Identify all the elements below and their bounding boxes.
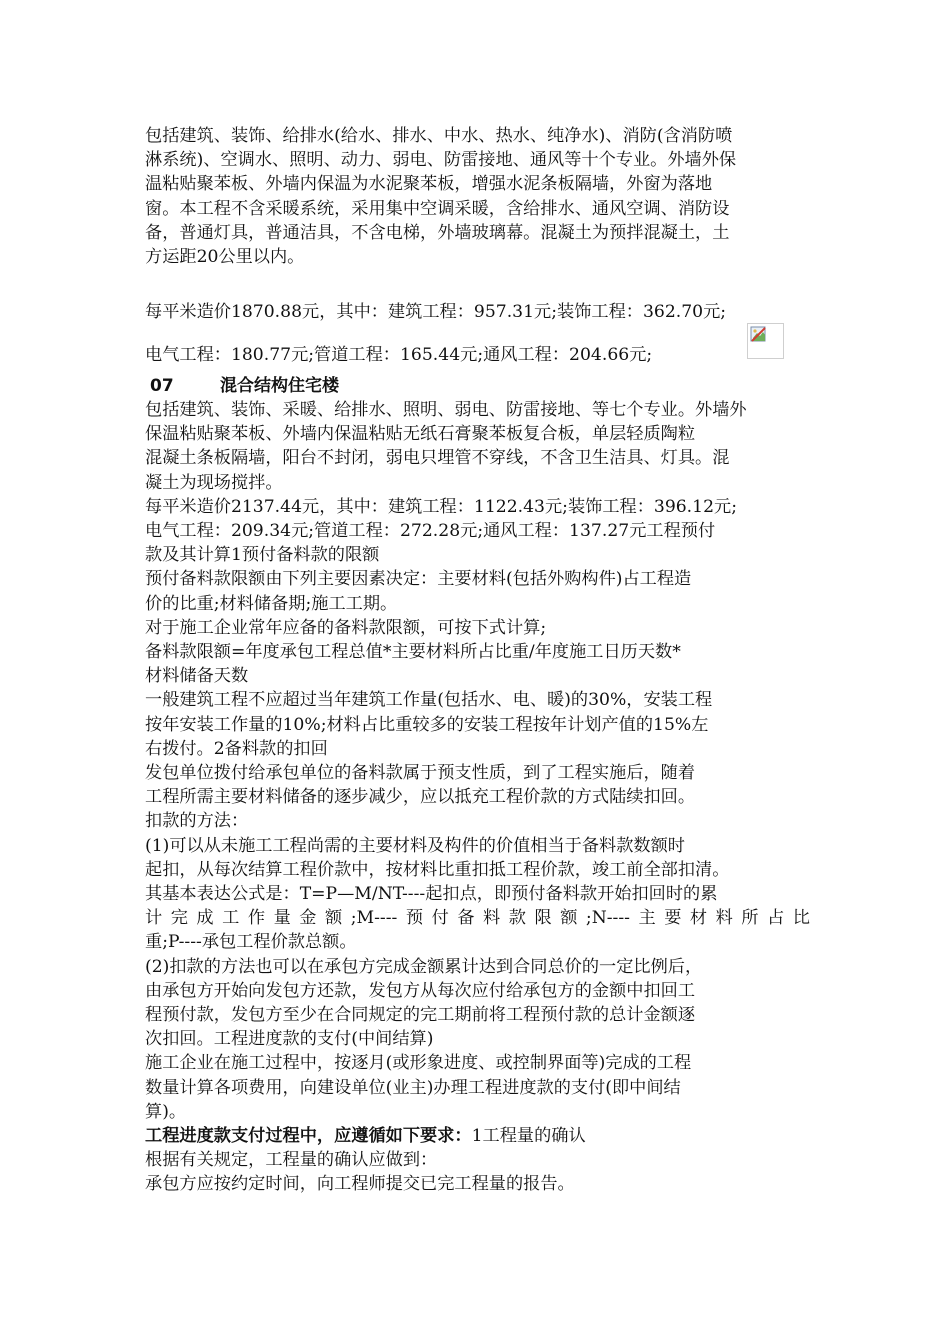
section-title: 混合结构住宅楼 (220, 376, 339, 396)
text-line: 按年安装工作量的10%;材料占比重较多的安装工程按年计划产值的15%左 (145, 714, 709, 735)
broken-image-icon (747, 323, 784, 359)
text-line: 起扣，从每次结算工程价款中，按材料比重扣抵工程价款，竣工前全部扣清。 (145, 859, 730, 880)
text-line: 包括建筑、装饰、采暖、给排水、照明、弱电、防雷接地、等七个专业。外墙外 (145, 400, 747, 420)
text-line: 温粘贴聚苯板、外墙内保温为水泥聚苯板，增强水泥条板隔墙，外窗为落地 (145, 174, 713, 195)
intro-paragraph (145, 124, 810, 269)
text-line: 材料储备天数 (145, 666, 249, 687)
text-line: 根据有关规定，工程量的确认应做到： (145, 1150, 438, 1171)
cost-line: 每平米造价1870.88元，其中：建筑工程：957.31元;装饰工程：362.70元; (145, 302, 727, 322)
text-line: 右拨付。2备料款的扣回 (145, 738, 328, 759)
text-line: 计完成工作量金额;M----预付备料款限额;N----主要材料所占比 (145, 908, 810, 929)
text-line: 对于施工企业常年应备的备料款限额，可按下式计算; (145, 617, 547, 638)
text-line: 方运距20公里以内。 (145, 247, 305, 268)
text-line: 算)。 (145, 1101, 187, 1122)
text-line: 扣款的方法： (145, 811, 249, 832)
text-line: 次扣回。工程进度款的支付(中间结算) (145, 1029, 434, 1050)
text-line: 发包单位拨付给承包单位的备料款属于预支性质，到了工程实施后，随着 (145, 763, 696, 784)
text-line: 预付备料款限额由下列主要因素决定：主要材料(包括外购构件)占工程造 (145, 569, 692, 590)
progress-requirements-line: 工程进度款支付过程中，应遵循如下要求：1工程量的确认 (145, 1126, 586, 1147)
text-line: 每平米造价2137.44元，其中：建筑工程：1122.43元;装饰工程：396.12元; (145, 496, 737, 517)
text-line: 窗。本工程不含采暖系统，采用集中空调采暖，含给排水、通风空调、消防设 (145, 198, 730, 219)
text-line: 数量计算各项费用，向建设单位(业主)办理工程进度款的支付(即中间结 (145, 1077, 681, 1098)
text-line: (2)扣款的方法也可以在承包方完成金额累计达到合同总价的一定比例后， (145, 956, 703, 977)
text-line: 备料款限额=年度承包工程总值*主要材料所占比重/年度施工日历天数* (145, 642, 681, 663)
text-line: 包括建筑、装饰、给排水(给水、排水、中水、热水、纯净水)、消防(含消防喷 (145, 126, 733, 146)
text-line: 淋系统)、空调水、照明、动力、弱电、防雷接地、通风等十个专业。外墙外保 (145, 150, 737, 171)
text-line: 款及其计算1预付备料款的限额 (145, 545, 380, 566)
cost-line: 电气工程：180.77元;管道工程：165.44元;通风工程：204.66元; (145, 345, 653, 365)
text-line: 其基本表达公式是：T=P—M/NT----起扣点，即预付备料款开始扣回时的累 (145, 884, 718, 905)
text-line: 程预付款，发包方至少在合同规定的完工期前将工程预付款的总计金额逐 (145, 1005, 696, 1026)
text-line: 混凝土条板隔墙，阳台不封闭，弱电只埋管不穿线，不含卫生洁具、灯具。混 (145, 448, 730, 469)
section-number: 07 (150, 376, 174, 396)
text-line: 施工企业在施工过程中，按逐月(或形象进度、或控制界面等)完成的工程 (145, 1053, 692, 1074)
text-line: 电气工程：209.34元;管道工程：272.28元;通风工程：137.27元工程预付 (145, 521, 716, 542)
body-text (145, 398, 810, 1197)
text-line: 一般建筑工程不应超过当年建筑工作量(包括水、电、暖)的30%，安装工程 (145, 690, 713, 711)
text-line: 承包方应按约定时间，向工程师提交已完工程量的报告。 (145, 1174, 575, 1195)
text-line: 备，普通灯具，普通洁具，不含电梯，外墙玻璃幕。混凝土为预拌混凝土，土 (145, 222, 730, 243)
text-line: 重;P----承包工程价款总额。 (145, 932, 357, 953)
text-line: (1)可以从未施工工程尚需的主要材料及构件的价值相当于备料款数额时 (145, 835, 685, 856)
text-line: 价的比重;材料储备期;施工工期。 (145, 593, 398, 614)
text-line: 保温粘贴聚苯板、外墙内保温粘贴无纸石膏聚苯板复合板，单层轻质陶粒 (145, 424, 696, 445)
text-line: 凝土为现场搅拌。 (145, 472, 283, 493)
text-line: 工程所需主要材料储备的逐步减少，应以抵充工程价款的方式陆续扣回。 (145, 787, 696, 808)
progress-requirements-heading: 工程进度款支付过程中，应遵循如下要求： (145, 1126, 472, 1147)
section-heading (150, 374, 339, 398)
text-line: 由承包方开始向发包方还款，发包方从每次应付给承包方的金额中扣回工 (145, 980, 696, 1001)
